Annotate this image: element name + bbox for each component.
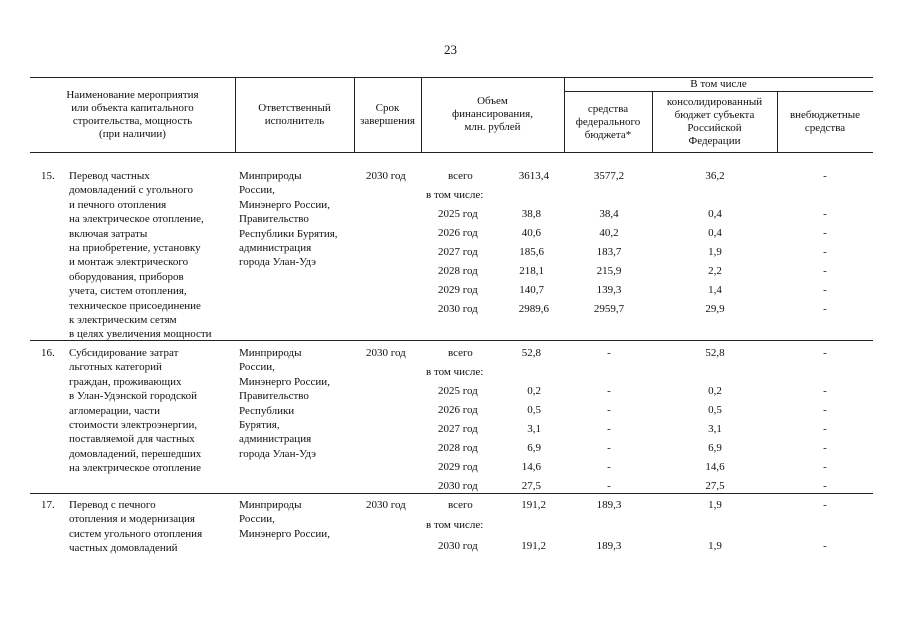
line-consolidated: 1,4 <box>708 284 722 296</box>
row-term: 2030 год <box>366 499 406 511</box>
line-consolidated: 1,9 <box>708 540 722 552</box>
line-volume: 3613,4 <box>518 170 549 182</box>
line-extra: - <box>823 385 827 397</box>
line-volume: 3,1 <box>527 423 541 435</box>
header-extrabudget: внебюджетные средства <box>789 109 861 134</box>
row-name: Субсидирование затрат льготных категорий граждан, проживающих в Улан-Удэнской городской агломерации, части стоимости электроэнергии, поставляемой для частных домовладений, перешедших на электрическое отопление <box>69 347 202 475</box>
line-extra: - <box>823 480 827 492</box>
line-consolidated: 2,2 <box>708 265 722 277</box>
line-extra: - <box>823 303 827 315</box>
line-volume: 27,5 <box>521 480 541 492</box>
header-executor: Ответственный исполнитель <box>258 101 331 127</box>
line-consolidated: 6,9 <box>708 442 722 454</box>
line-volume: 2989,6 <box>518 303 549 315</box>
line-federal: 2959,7 <box>593 303 625 315</box>
line-consolidated: 52,8 <box>705 347 725 359</box>
header-volume: Объем финансирования, млн. рублей <box>452 95 533 133</box>
row-number: 17. <box>41 499 55 511</box>
line-label: 2027 год <box>438 246 478 258</box>
line-extra: - <box>823 540 827 552</box>
line-federal: 139,3 <box>596 284 622 296</box>
line-extra: - <box>823 265 827 277</box>
line-volume: 218,1 <box>519 265 544 277</box>
line-extra: - <box>823 170 827 182</box>
row-separator <box>30 340 873 341</box>
line-consolidated: 1,9 <box>708 246 722 258</box>
line-label: в том числе: <box>426 189 484 201</box>
line-label: 2026 год <box>438 227 478 239</box>
line-label: 2026 год <box>438 404 478 416</box>
line-label: 2025 год <box>438 208 478 220</box>
line-label: 2030 год <box>438 303 478 315</box>
line-consolidated: 0,4 <box>708 208 722 220</box>
row-term: 2030 год <box>366 347 406 359</box>
line-extra: - <box>823 208 827 220</box>
row-number: 16. <box>41 347 55 359</box>
row-executor: Минприроды России, Минэнерго России, Правительство Республики Бурятия, администрация города Улан-Удэ <box>239 347 330 460</box>
line-consolidated: 3,1 <box>708 423 722 435</box>
line-federal: 40,2 <box>599 227 619 239</box>
row-name: Перевод частных домовладений с угольного и печного отопления на электрическое отопление, включая затраты на приобретение, установку и монтаж электрического оборудования, приборов учета, систем отопления, техническое присоединение к электрическим сетям в целях увеличения мощности <box>69 170 212 341</box>
line-federal: 183,7 <box>596 246 622 258</box>
line-federal: 215,9 <box>596 265 622 277</box>
line-federal: 3577,2 <box>593 170 625 182</box>
row-number: 15. <box>41 170 55 182</box>
line-volume: 0,2 <box>527 385 541 397</box>
line-extra: - <box>823 284 827 296</box>
line-consolidated: 29,9 <box>705 303 725 315</box>
line-label: 2029 год <box>438 284 478 296</box>
line-label: всего <box>448 347 473 359</box>
line-consolidated: 1,9 <box>708 499 722 511</box>
line-extra: - <box>823 461 827 473</box>
line-volume: 6,9 <box>527 442 541 454</box>
header-bottom-rule <box>30 152 873 153</box>
line-extra: - <box>823 227 827 239</box>
header-including: В том числе <box>690 78 747 90</box>
line-extra: - <box>823 499 827 511</box>
line-consolidated: 36,2 <box>705 170 725 182</box>
line-label: всего <box>448 170 473 182</box>
line-federal: - <box>607 404 611 416</box>
line-federal: - <box>607 347 611 359</box>
line-federal: - <box>607 442 611 454</box>
line-federal: - <box>607 480 611 492</box>
line-consolidated: 0,2 <box>708 385 722 397</box>
row-name: Перевод с печного отопления и модернизация систем угольного отопления частных домовладений <box>69 499 203 555</box>
line-label: всего <box>448 499 473 511</box>
line-volume: 191,2 <box>521 499 546 511</box>
header-name: Наименование мероприятия или объекта капитального строительства, мощность (при наличии) <box>66 88 199 140</box>
line-label: 2027 год <box>438 423 478 435</box>
line-label: 2028 год <box>438 442 478 454</box>
header-consolidated: консолидированный бюджет субъекта Российской Федерации <box>666 96 763 147</box>
line-volume: 0,5 <box>527 404 541 416</box>
line-volume: 191,2 <box>521 540 546 552</box>
line-consolidated: 27,5 <box>705 480 725 492</box>
line-volume: 40,6 <box>521 227 541 239</box>
line-volume: 52,8 <box>521 347 541 359</box>
line-extra: - <box>823 347 827 359</box>
line-label: 2030 год <box>438 540 478 552</box>
line-federal: 189,3 <box>596 499 622 511</box>
line-extra: - <box>823 423 827 435</box>
line-label: 2025 год <box>438 385 478 397</box>
line-federal: 189,3 <box>596 540 622 552</box>
row-executor: Минприроды России, Минэнерго России, Правительство Республики Бурятия, администрация города Улан-Удэ <box>239 170 338 269</box>
header-federal: средства федерального бюджета* <box>575 102 641 141</box>
line-volume: 140,7 <box>519 284 544 296</box>
page-number: 23 <box>444 42 457 57</box>
line-label: 2030 год <box>438 480 478 492</box>
line-consolidated: 0,4 <box>708 227 722 239</box>
line-consolidated: 0,5 <box>708 404 722 416</box>
line-extra: - <box>823 442 827 454</box>
line-label: в том числе: <box>426 366 484 378</box>
line-federal: - <box>607 385 611 397</box>
line-volume: 14,6 <box>521 461 541 473</box>
line-volume: 38,8 <box>521 208 541 220</box>
line-volume: 185,6 <box>519 246 544 258</box>
row-executor: Минприроды России, Минэнерго России, <box>239 499 330 540</box>
line-consolidated: 14,6 <box>705 461 725 473</box>
line-label: 2028 год <box>438 265 478 277</box>
line-federal: 38,4 <box>599 208 619 220</box>
line-label: в том числе: <box>426 519 484 531</box>
line-extra: - <box>823 246 827 258</box>
line-extra: - <box>823 404 827 416</box>
line-federal: - <box>607 461 611 473</box>
line-federal: - <box>607 423 611 435</box>
header-term: Срок завершения <box>360 101 415 127</box>
row-separator <box>30 493 873 494</box>
row-term: 2030 год <box>366 170 406 182</box>
line-label: 2029 год <box>438 461 478 473</box>
